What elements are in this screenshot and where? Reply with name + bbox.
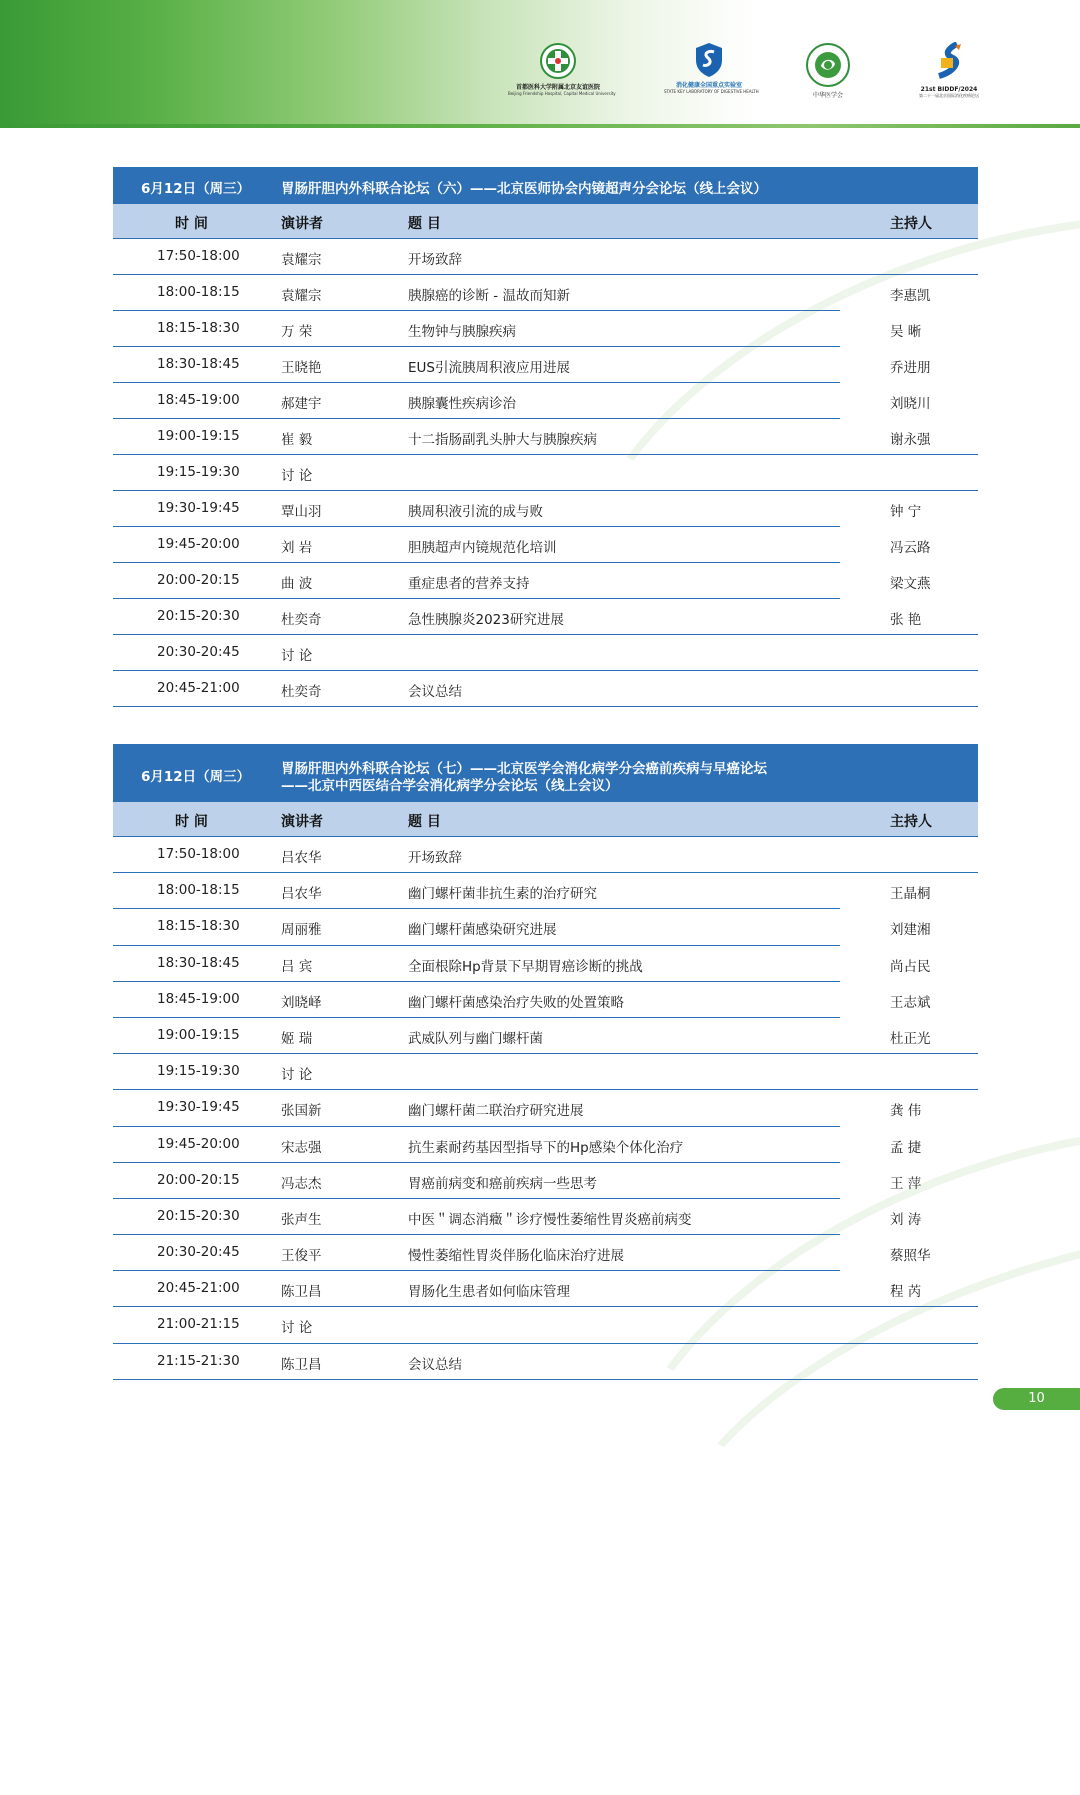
cell-time: 19:30-19:45 [157, 500, 240, 516]
header-time: 时 间 [175, 216, 208, 232]
table-row [113, 873, 978, 909]
cell-topic: 重症患者的营养支持 [408, 576, 530, 592]
table-row [113, 1127, 978, 1163]
table-row [113, 1307, 978, 1343]
cell-time: 20:30-20:45 [157, 644, 240, 660]
session-date: 6月12日（周三） [141, 769, 251, 785]
session-table-6 [113, 167, 978, 707]
cell-host: 张 艳 [890, 612, 922, 628]
table-row [113, 946, 978, 982]
cell-host: 龚 伟 [890, 1103, 922, 1120]
table-row [113, 311, 978, 347]
cell-host: 王志斌 [890, 994, 931, 1011]
table-row [113, 1271, 978, 1307]
table-row [113, 671, 978, 707]
cell-speaker: 杜奕奇 [281, 684, 322, 700]
header-topic: 题 目 [408, 216, 441, 232]
header-speaker: 演讲者 [281, 216, 323, 232]
session-table-7 [113, 744, 978, 1380]
cell-topic: 胃肠化生患者如何临床管理 [408, 1284, 570, 1301]
cell-topic: 武威队列与幽门螺杆菌 [408, 1030, 543, 1047]
table-header [113, 802, 978, 837]
cell-topic: 急性胰腺炎2023研究进展 [408, 612, 564, 628]
table-row [113, 635, 978, 671]
table-body [113, 239, 978, 707]
cell-topic: 胆胰超声内镜规范化培训 [408, 540, 557, 556]
cell-host: 孟 捷 [890, 1139, 922, 1156]
cell-time: 20:30-20:45 [157, 1244, 240, 1261]
cell-topic: 幽门螺杆菌感染治疗失败的处置策略 [408, 994, 624, 1011]
cell-topic: 胰腺囊性疾病诊治 [408, 396, 516, 412]
cell-time: 18:00-18:15 [157, 882, 240, 899]
cell-speaker: 张国新 [281, 1103, 322, 1120]
cell-speaker: 王俊平 [281, 1248, 322, 1265]
table-header [113, 204, 978, 239]
session-date: 6月12日（周三） [141, 181, 251, 197]
cell-time: 18:45-19:00 [157, 392, 240, 408]
table-row [113, 239, 978, 275]
row-divider [113, 1379, 978, 1380]
table-row [113, 1054, 978, 1090]
header-host: 主持人 [890, 216, 932, 232]
table-row [113, 455, 978, 491]
cell-time: 20:00-20:15 [157, 572, 240, 588]
cell-host: 吴 晰 [890, 324, 922, 340]
cell-speaker: 讨 论 [281, 1067, 313, 1084]
cell-speaker: 郝建宇 [281, 396, 322, 412]
cell-speaker: 姬 瑞 [281, 1030, 313, 1047]
session-title: 胃肠肝胆内外科联合论坛（六）——北京医师协会内镜超声分会论坛（线上会议） [281, 181, 767, 197]
cell-speaker: 覃山羽 [281, 504, 322, 520]
cell-speaker: 袁耀宗 [281, 288, 322, 304]
shield-icon [694, 42, 724, 78]
cell-host: 李惠凯 [890, 288, 931, 304]
cell-topic: 幽门螺杆菌感染研究进展 [408, 922, 557, 939]
cell-speaker: 宋志强 [281, 1139, 322, 1156]
table-row [113, 909, 978, 945]
table-row [113, 599, 978, 635]
table-body [113, 837, 978, 1380]
cell-time: 20:00-20:15 [157, 1171, 240, 1188]
table-row [113, 383, 978, 419]
cell-host: 冯云路 [890, 540, 931, 556]
cell-host: 乔进朋 [890, 360, 931, 376]
cell-speaker: 袁耀宗 [281, 252, 322, 268]
bidde-logo: 21st BIDDF/2024 第二十一届北京国际消化疾病论坛 [914, 42, 984, 98]
cell-time: 19:00-19:15 [157, 1026, 240, 1043]
cell-host: 程 芮 [890, 1284, 922, 1301]
cell-time: 18:15-18:30 [157, 320, 240, 336]
session-title-bar [113, 744, 978, 802]
cell-time: 21:15-21:30 [157, 1352, 240, 1369]
bidde-mark-icon [931, 42, 967, 82]
cell-speaker: 陈卫昌 [281, 1356, 322, 1373]
cell-time: 19:00-19:15 [157, 428, 240, 444]
cell-time: 20:15-20:30 [157, 1207, 240, 1224]
cell-topic: 慢性萎缩性胃炎伴肠化临床治疗进展 [408, 1248, 624, 1265]
cell-time: 20:45-21:00 [157, 1280, 240, 1297]
row-divider [113, 706, 978, 707]
table-row [113, 491, 978, 527]
table-row [113, 1344, 978, 1380]
cell-topic: 幽门螺杆菌二联治疗研究进展 [408, 1103, 584, 1120]
cell-host: 钟 宁 [890, 504, 922, 520]
cell-speaker: 吕农华 [281, 850, 322, 866]
cell-speaker: 冯志杰 [281, 1175, 322, 1192]
table-row [113, 1163, 978, 1199]
cell-time: 19:45-20:00 [157, 1135, 240, 1152]
cell-topic: 开场致辞 [408, 252, 462, 268]
cell-time: 17:50-18:00 [157, 248, 240, 264]
cell-topic: 会议总结 [408, 684, 462, 700]
cell-speaker: 崔 毅 [281, 432, 313, 448]
cell-time: 19:45-20:00 [157, 536, 240, 552]
cell-topic: 胃癌前病变和癌前疾病一些思考 [408, 1175, 597, 1192]
cell-host: 刘 涛 [890, 1211, 922, 1228]
table-row [113, 275, 978, 311]
cell-speaker: 杜奕奇 [281, 612, 322, 628]
table-row [113, 982, 978, 1018]
cell-speaker: 刘晓峄 [281, 994, 322, 1011]
cmea-logo: 中华医学会 [802, 42, 854, 99]
cell-host: 王 萍 [890, 1175, 922, 1192]
cell-topic: 胰腺癌的诊断 - 温故而知新 [408, 288, 570, 304]
page-number: 10 [993, 1388, 1080, 1410]
cell-time: 20:45-21:00 [157, 680, 240, 696]
cell-speaker: 讨 论 [281, 1320, 313, 1337]
association-emblem-icon [805, 42, 851, 88]
cell-speaker: 周丽雅 [281, 922, 322, 939]
cell-topic: 生物钟与胰腺疾病 [408, 324, 516, 340]
cell-topic: 幽门螺杆菌非抗生素的治疗研究 [408, 886, 597, 903]
cell-time: 18:30-18:45 [157, 954, 240, 971]
cell-time: 18:15-18:30 [157, 918, 240, 935]
hospital-emblem-icon [539, 42, 577, 80]
cell-time: 19:15-19:30 [157, 464, 240, 480]
cell-speaker: 万 荣 [281, 324, 313, 340]
cell-time: 17:50-18:00 [157, 846, 240, 862]
header-host: 主持人 [890, 814, 932, 830]
table-row [113, 563, 978, 599]
cell-host: 刘晓川 [890, 396, 931, 412]
header-time: 时 间 [175, 814, 208, 830]
cell-host: 刘建湘 [890, 922, 931, 939]
table-row [113, 527, 978, 563]
cell-time: 18:30-18:45 [157, 356, 240, 372]
cell-topic: 中医＂调态消癥＂诊疗慢性萎缩性胃炎癌前病变 [408, 1211, 692, 1228]
cell-time: 18:45-19:00 [157, 990, 240, 1007]
cell-topic: 会议总结 [408, 1356, 462, 1373]
digestive-health-lab-logo: 消化健康全国重点实验室 STATE KEY LABORATORY OF DIGESTIVE HEALTH [664, 42, 754, 94]
session-title-line-2: ——北京中西医结合学会消化病学分会论坛（线上会议） [281, 778, 619, 794]
cell-topic: 胰周积液引流的成与败 [408, 504, 543, 520]
table-row [113, 837, 978, 873]
table-row [113, 1018, 978, 1054]
cell-host: 王晶桐 [890, 886, 931, 903]
cell-topic: 十二指肠副乳头肿大与胰腺疾病 [408, 432, 597, 448]
cell-speaker: 吕农华 [281, 886, 322, 903]
table-row [113, 1235, 978, 1271]
cell-speaker: 吕 宾 [281, 958, 313, 975]
cell-speaker: 讨 论 [281, 468, 313, 484]
header-divider [0, 124, 1080, 128]
cell-speaker: 讨 论 [281, 648, 313, 664]
cell-speaker: 王晓艳 [281, 360, 322, 376]
cell-time: 18:00-18:15 [157, 284, 240, 300]
table-row [113, 1199, 978, 1235]
cell-time: 21:00-21:15 [157, 1316, 240, 1333]
cell-host: 蔡照华 [890, 1248, 931, 1265]
table-row [113, 347, 978, 383]
header-speaker: 演讲者 [281, 814, 323, 830]
cell-time: 20:15-20:30 [157, 608, 240, 624]
cell-speaker: 陈卫昌 [281, 1284, 322, 1301]
cell-time: 19:30-19:45 [157, 1099, 240, 1116]
cell-topic: 抗生素耐药基因型指导下的Hp感染个体化治疗 [408, 1139, 684, 1156]
session-title-bar [113, 167, 978, 204]
header-topic: 题 目 [408, 814, 441, 830]
cell-time: 19:15-19:30 [157, 1063, 240, 1080]
session-title-line-1: 胃肠肝胆内外科联合论坛（七）——北京医学会消化病学分会癌前疾病与早癌论坛 [281, 761, 767, 777]
cell-topic: 开场致辞 [408, 850, 462, 866]
cell-host: 谢永强 [890, 432, 931, 448]
cell-host: 尚占民 [890, 958, 931, 975]
cell-speaker: 刘 岩 [281, 540, 313, 556]
cell-topic: EUS引流胰周积液应用进展 [408, 360, 570, 376]
beijing-friendship-hospital-logo: 首都医科大学附属北京友谊医院 Beijing Friendship Hospital, Capital Medical University [508, 42, 608, 96]
cell-topic: 全面根除Hp背景下早期胃癌诊断的挑战 [408, 958, 643, 975]
table-row [113, 1090, 978, 1126]
cell-speaker: 曲 波 [281, 576, 313, 592]
cell-host: 梁文燕 [890, 576, 931, 592]
cell-host: 杜正光 [890, 1030, 931, 1047]
table-row [113, 419, 978, 455]
cell-speaker: 张声生 [281, 1211, 322, 1228]
